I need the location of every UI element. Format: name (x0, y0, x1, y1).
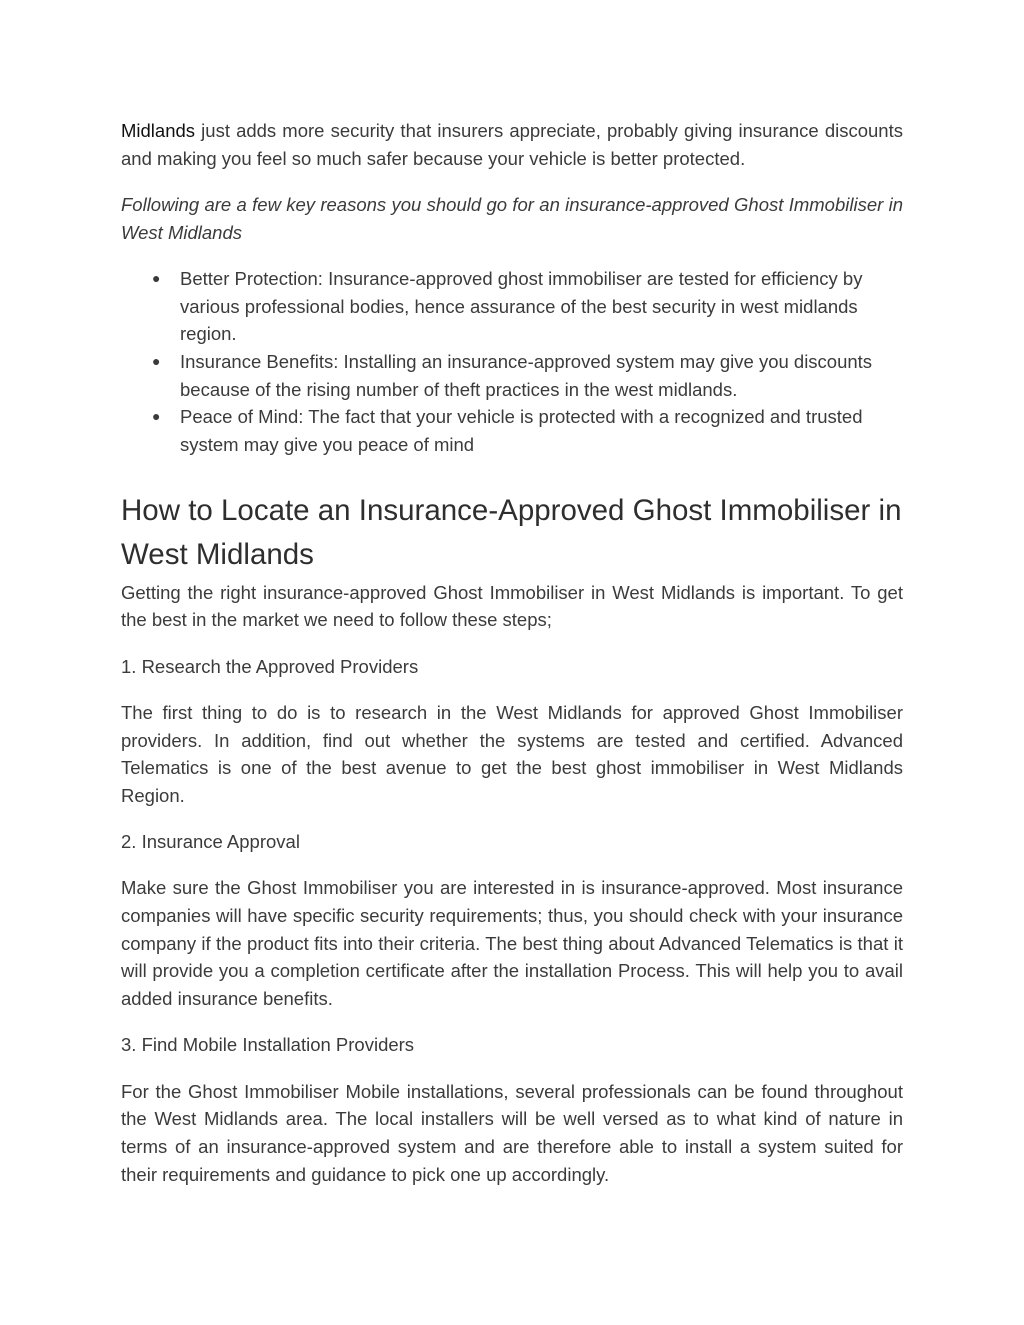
step-body-1: The first thing to do is to research in the West Midlands for approved Ghost Immobiliser providers. In addition, find out whether the systems are tested and certified. Advanced Telematics is one of the best avenue to get the best ghost immobiliser in West Midlands Region. (121, 701, 903, 806)
list-item (121, 265, 903, 348)
section-heading: How to Locate an Insurance-Approved Ghost Immobiliser in West Midlands (121, 493, 902, 571)
step-body-2: Make sure the Ghost Immobiliser you are interested in is insurance-approved. Most insurance companies will have specific security requirements; thus, you should check with your insurance company if the product fits into their criteria. The best thing about Advanced Telematics is that it will provide you a completion certificate after the installation Process. This will help you to avail added insurance benefits. (121, 877, 903, 1010)
list-item-text: Better Protection: Insurance-approved ghost immobiliser are tested for efficiency by various professional bodies, hence assurance of the best security in west midlands region. (180, 267, 863, 345)
document-page (121, 117, 903, 1188)
step-title-3: 3. Find Mobile Installation Providers (121, 1034, 415, 1056)
bullet-icon: ● (152, 352, 161, 369)
bullet-icon: ● (152, 408, 161, 425)
list-item-text: Insurance Benefits: Installing an insurance-approved system may give you discounts because of the rising number of theft practices in the west midlands. (180, 350, 873, 400)
bullet-icon: ● (152, 269, 161, 286)
list-item (121, 348, 903, 403)
reasons-intro: Following are a few key reasons you should go for an insurance-approved Ghost Immobiliser in West Midlands (121, 193, 903, 243)
heading-intro: Getting the right insurance-approved Ghost Immobiliser in West Midlands is important. To get the best in the market we need to follow these steps; (121, 581, 903, 631)
list-item-text: Peace of Mind: The fact that your vehicle is protected with a recognized and trusted system may give you peace of mind (180, 406, 863, 456)
midlands-link[interactable]: Midlands (121, 120, 196, 141)
step-body-3: For the Ghost Immobiliser Mobile installations, several professionals can be found throughout the West Midlands area. The local installers will be well versed as to what kind of nature in terms of an insurance-approved system and are therefore able to install a system suited for their requirements and guidance to pick one up accordingly. (121, 1080, 903, 1185)
intro-paragraph (121, 117, 903, 172)
reasons-list (121, 265, 903, 459)
step-title-2: 2. Insurance Approval (121, 831, 300, 853)
step-title-1: 1. Research the Approved Providers (121, 655, 419, 677)
intro-text: just adds more security that insurers appreciate, probably giving insurance discounts and making you feel so much safer because your vehicle is better protected. (121, 120, 903, 169)
list-item (121, 403, 903, 458)
